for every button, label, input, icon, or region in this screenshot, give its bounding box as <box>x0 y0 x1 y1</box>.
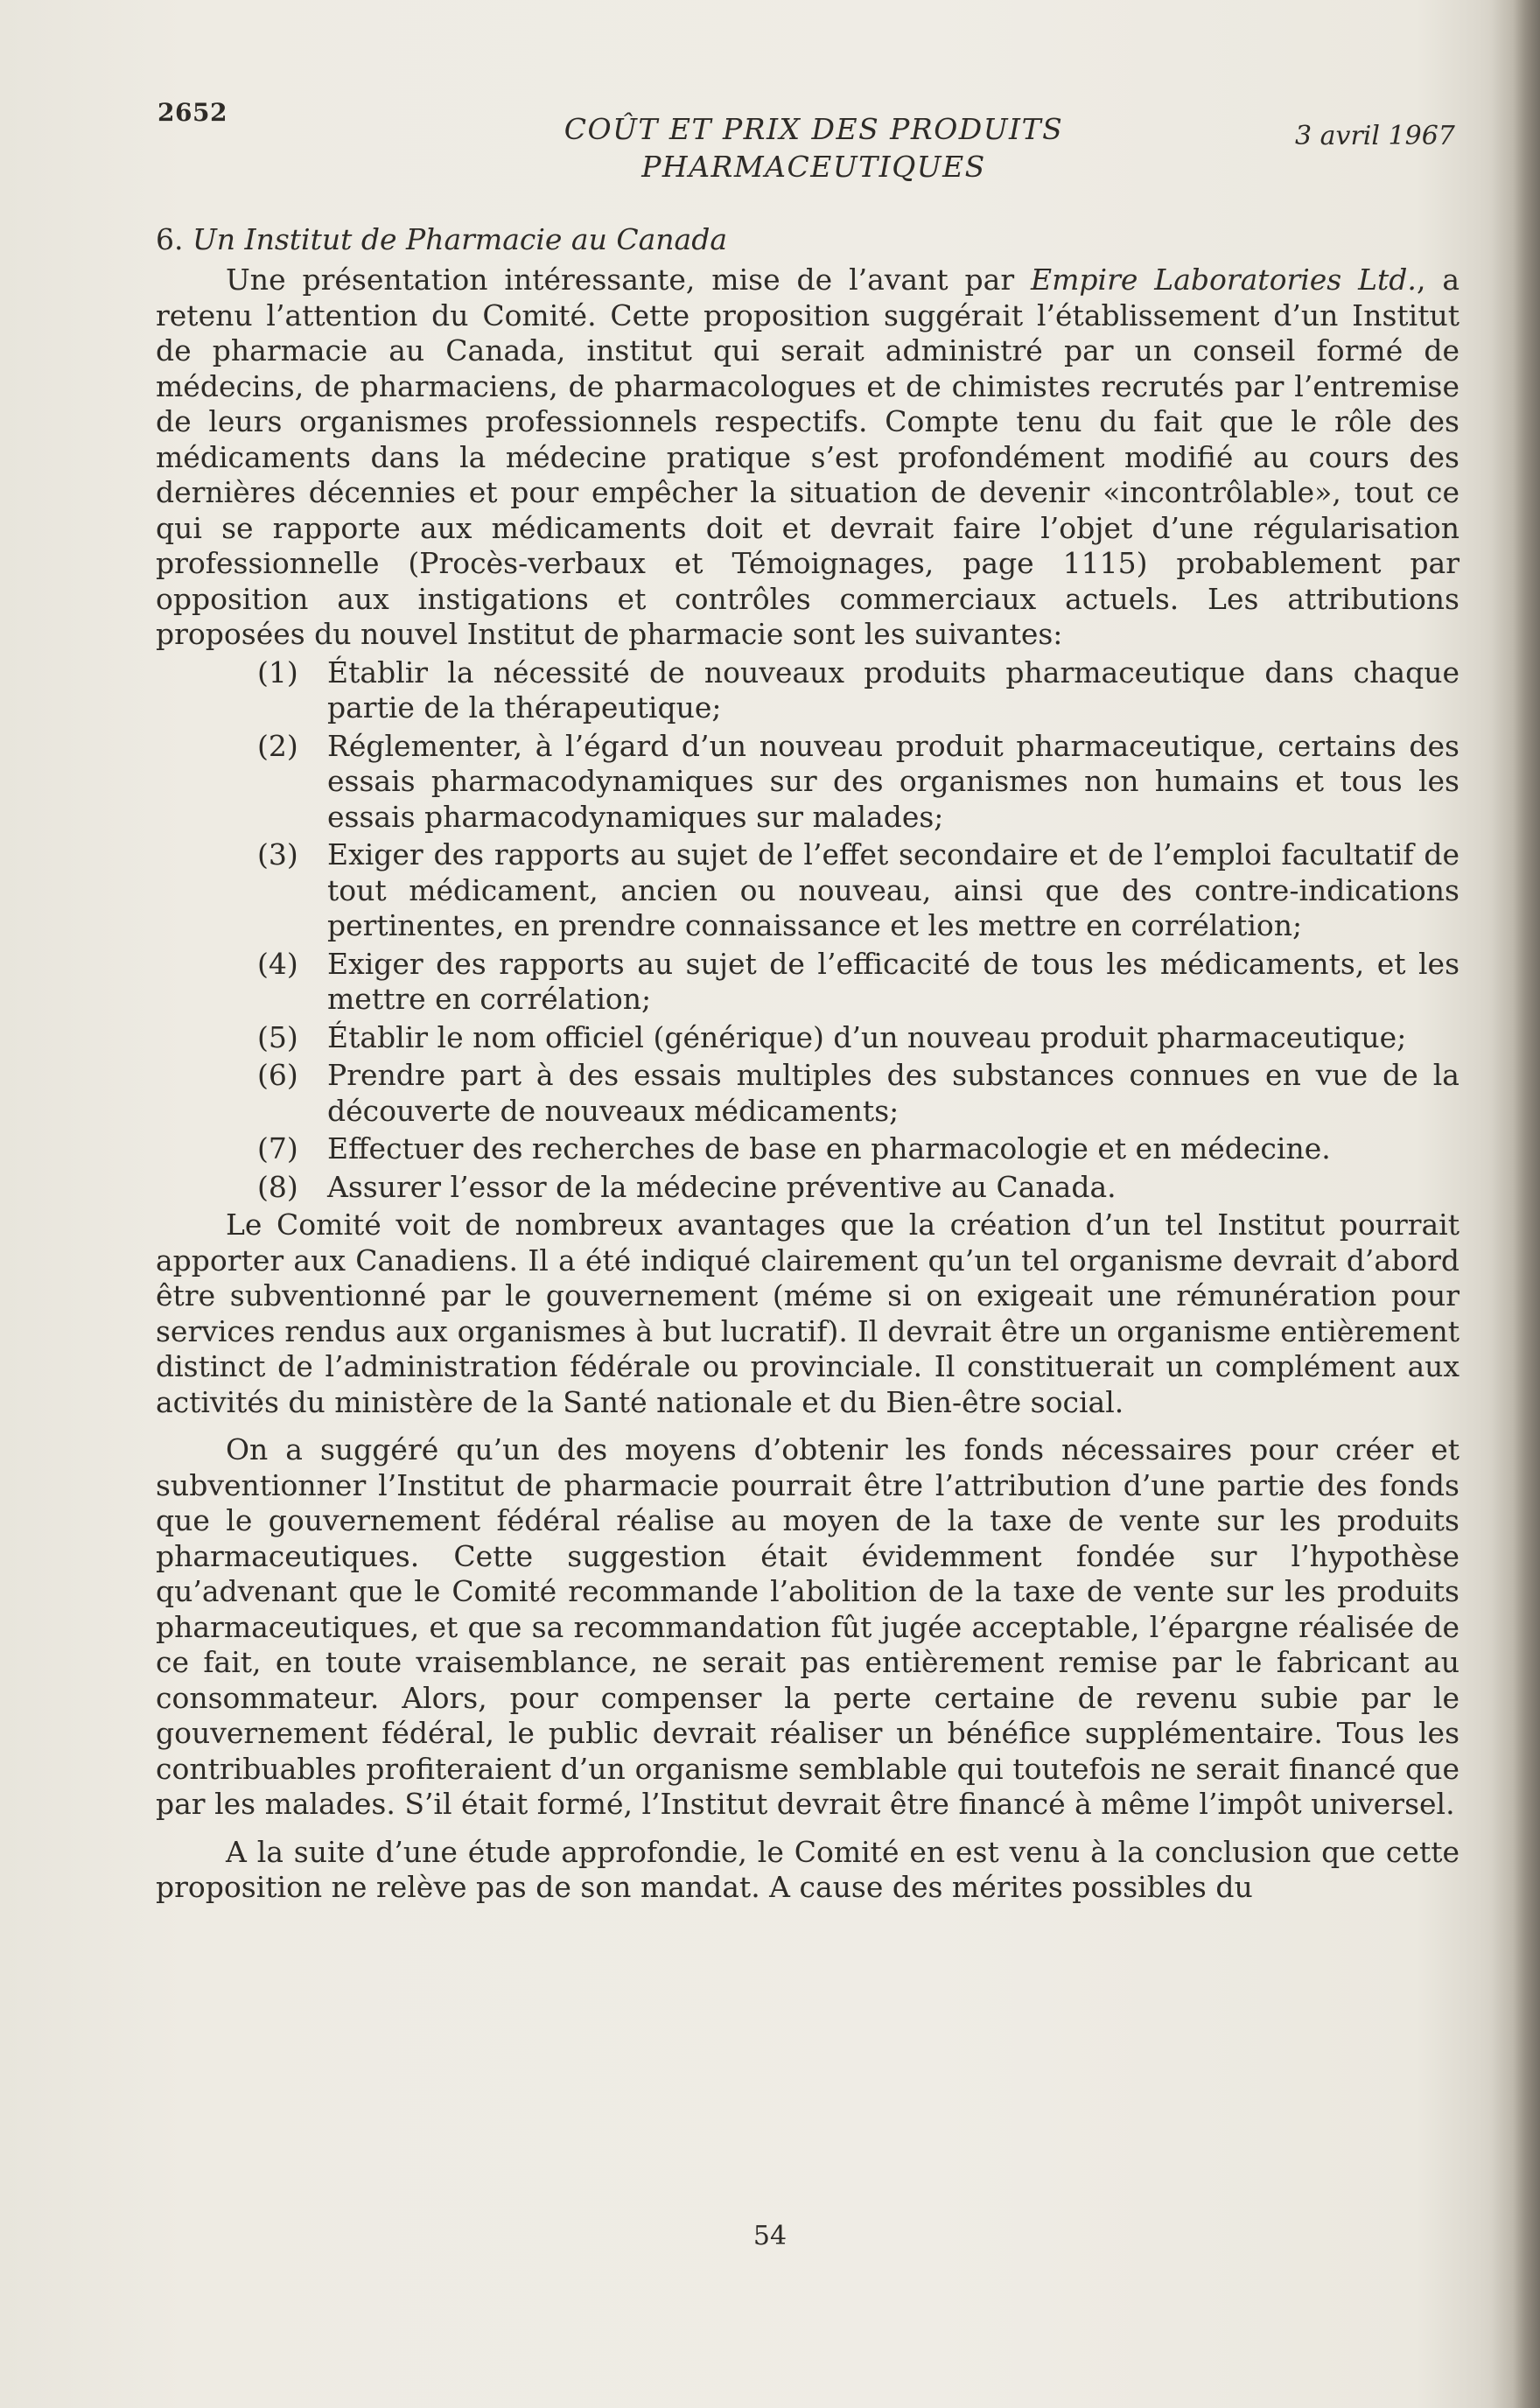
list-item <box>156 1020 1460 1056</box>
list-item-text: Assurer l’essor de la médecine préventive au Canada. <box>327 1169 1116 1204</box>
body-text <box>156 220 1460 1906</box>
intro-text-rest: , a retenu l’attention du Comité. Cette proposition suggérait l’établissement d’un Institut de pharmacie au Canada, institut qui serait administré par un conseil formé de médecins, de pharmaciens, de pharmacologues et de chimistes recrutés par l’entremise de leurs organismes professionnels respectifs. Compte tenu du fait que le rôle des médicaments dans la médecine pratique s’est profondément modifié au cours des dernières décennies et pour empêcher la situation de devenir «incontrôlable», tout ce qui se rapporte aux médicaments doit et devrait faire l’objet d’une régularisation professionnelle (Procès-verbaux et Témoignages, page 1115) probablement par opposition aux instigations et contrôles commerciaux actuels. Les attributions proposées du nouvel Institut de pharmacie sont les suivantes: <box>156 262 1460 651</box>
section-title: Un Institut de Pharmacie au Canada <box>192 222 727 256</box>
company-name: Empire Laboratories Ltd. <box>1031 262 1417 297</box>
paragraph-advantages: Le Comité voit de nombreux avantages que la création d’un tel Institut pourrait apporter aux Canadiens. Il a été indiqué clairement qu’un tel organisme devrait d’abord être subventionné par le gouvernement (méme si on exigeait une rémunération pour services rendus aux organismes à but lucratif). Il devrait être un organisme entièrement distinct de l’administration fédérale ou provinciale. Il constituerait un complément aux activités du ministère de la Santé nationale et du Bien-être social. <box>156 1208 1460 1419</box>
header-date: 3 avril 1967 <box>1295 121 1455 151</box>
list-item-number: (6) <box>257 1058 298 1092</box>
list-item-text: Exiger des rapports au sujet de l’efficacité de tous les médicaments, et les mettre en corrélation; <box>327 946 1460 1016</box>
list-item <box>156 1170 1460 1206</box>
paragraph-conclusion: A la suite d’une étude approfondie, le Comité en est venu à la conclusion que cette proposition ne relève pas de son mandat. A cause des mérites possibles du <box>156 1834 1460 1904</box>
list-item-text: Effectuer des recherches de base en pharmacologie et en médecine. <box>327 1131 1331 1166</box>
running-title-line1: COÛT ET PRIX DES PRODUITS <box>564 112 1064 146</box>
list-item-text: Établir le nom officiel (générique) d’un nouveau produit pharmaceutique; <box>327 1019 1407 1054</box>
footer-page-number: 54 <box>752 2221 788 2251</box>
list-item-number: (2) <box>257 728 298 763</box>
list-item-number: (4) <box>257 946 298 981</box>
paragraph-funding: On a suggéré qu’un des moyens d’obtenir les fonds nécessaires pour créer et subventionner l’Institut de pharmacie pourrait être l’attribution d’une partie des fonds que le gouvernement fédéral réalise au moyen de la taxe de vente sur les produits pharmaceutiques. Cette suggestion était évidemment fondée sur l’hypothèse qu’advenant que le Comité recommande l’abolition de la taxe de vente sur les produits pharmaceutiques, et que sa recommandation fût jugée acceptable, l’épargne réalisée de ce fait, en toute vraisemblance, ne serait pas entièrement remise par le fabricant au consommateur. Alors, pour compenser la perte certaine de revenu subie par le gouvernement fédéral, le public devrait réaliser un bénéfice supplémentaire. Tous les contribuables profiteraient d’un organisme semblable qui toutefois ne serait financé que par les malades. S’il était formé, l’Institut devrait être financé à même l’impôt universel. <box>156 1432 1460 1821</box>
intro-paragraph <box>156 262 1460 653</box>
list-item <box>156 1131 1460 1167</box>
list-item-number: (8) <box>257 1169 298 1204</box>
header-page-number: 2652 <box>158 98 228 127</box>
list-item-number: (7) <box>257 1131 298 1166</box>
running-title <box>490 110 1138 186</box>
intro-text-start: Une présentation intéressante, mise de l’avant par <box>226 262 1015 297</box>
list-item <box>156 729 1460 836</box>
list-item <box>156 947 1460 1018</box>
list-item <box>156 837 1460 944</box>
list-item <box>156 1058 1460 1129</box>
list-item-text: Réglementer, à l’égard d’un nouveau produit pharmaceutique, certains des essais pharmacodynamiques sur des organismes non humains et tous les essais pharmacodynamiques sur malades; <box>327 728 1460 834</box>
list-item-number: (1) <box>257 654 298 690</box>
binding-shadow <box>1491 0 1540 2408</box>
attributions-list <box>156 655 1460 1206</box>
list-item-text: Prendre part à des essais multiples des substances connues en vue de la découverte de nouveaux médicaments; <box>327 1058 1460 1128</box>
section-heading <box>156 220 1460 259</box>
list-item <box>156 655 1460 726</box>
list-item-text: Établir la nécessité de nouveaux produits pharmaceutique dans chaque partie de la thérapeutique; <box>327 654 1460 724</box>
list-item-number: (5) <box>257 1019 298 1054</box>
list-item-number: (3) <box>257 837 298 872</box>
running-title-line2: PHARMACEUTIQUES <box>641 150 986 184</box>
list-item-text: Exiger des rapports au sujet de l’effet secondaire et de l’emploi facultatif de tout médicament, ancien ou nouveau, ainsi que des contre-indications pertinentes, en prendre connaissance et les mettre en corrélation; <box>327 837 1460 942</box>
section-number: 6. <box>156 222 184 256</box>
